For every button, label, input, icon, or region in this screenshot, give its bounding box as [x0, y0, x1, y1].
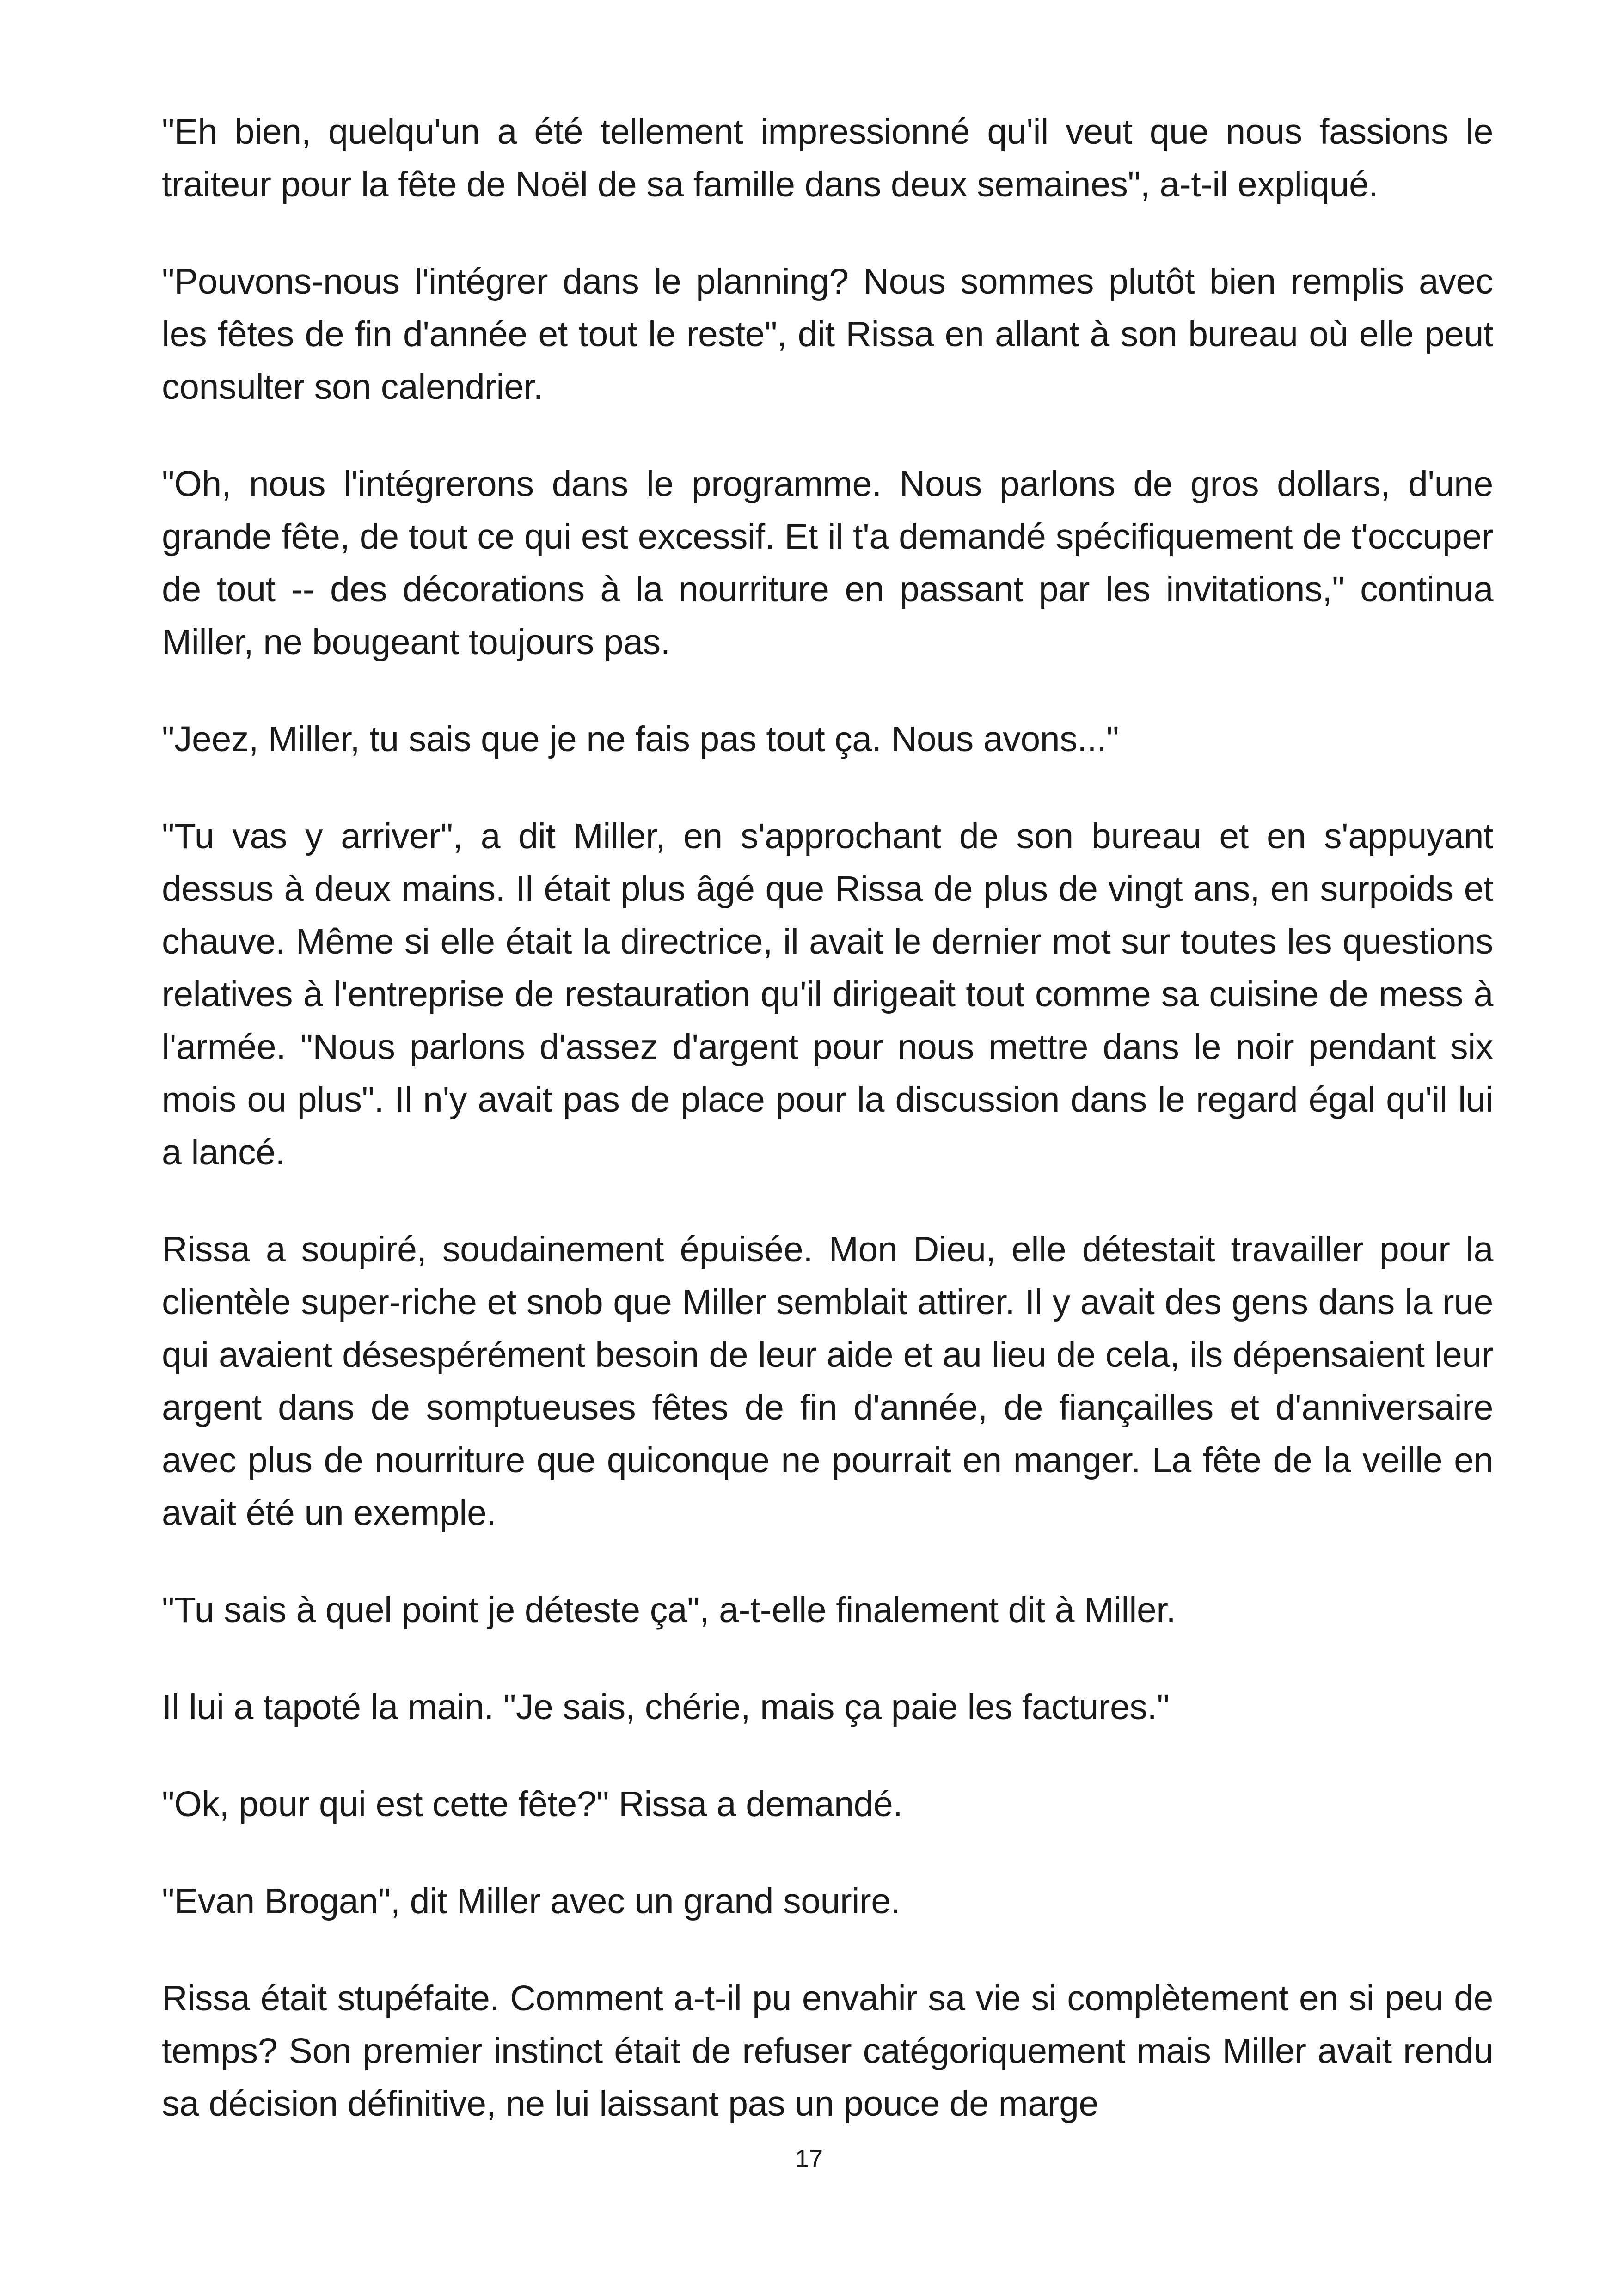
- paragraph-8: Il lui a tapoté la main. "Je sais, chérie, mais ça paie les factures.": [162, 1687, 1170, 1727]
- paragraph-6: Rissa a soupiré, soudainement épuisée. Mon Dieu, elle détestait travailler pour la clientèle super-riche et snob que Miller semblait attirer. Il y avait des gens dans la rue qui avaient désespérément besoin de leur aide et au lieu de cela, ils dépensaient leur argent dans de somptueuses fêtes de fin d'année, de fiançailles et d'anniversaire avec plus de nourriture que quiconque ne pourrait en manger. La fête de la veille en avait été un exemple.: [162, 1230, 1493, 1533]
- page-number: 17: [795, 2145, 823, 2173]
- paragraph-1: "Eh bien, quelqu'un a été tellement impressionné qu'il veut que nous fassions le traiteur pour la fête de Noël de sa famille dans deux semaines", a-t-il expliqué.: [162, 112, 1493, 204]
- paragraph-10: "Evan Brogan", dit Miller avec un grand sourire.: [162, 1881, 901, 1921]
- paragraph-2: "Pouvons-nous l'intégrer dans le planning? Nous sommes plutôt bien remplis avec les fêtes de fin d'année et tout le reste", dit Rissa en allant à son bureau où elle peut consulter son calendrier.: [162, 262, 1493, 407]
- paragraph-3: "Oh, nous l'intégrerons dans le programme. Nous parlons de gros dollars, d'une grande fête, de tout ce qui est excessif. Et il t'a demandé spécifiquement de t'occuper de tout -- des décorations à la nourriture en passant par les invitations," continua Miller, ne bougeant toujours pas.: [162, 464, 1493, 662]
- paragraph-11: Rissa était stupéfaite. Comment a-t-il pu envahir sa vie si complètement en si peu de temps? Son premier instinct était de refuser catégoriquement mais Miller avait rendu sa décision définitive, ne lui laissant pas un pouce de marge: [162, 1978, 1493, 2124]
- paragraph-9: "Ok, pour qui est cette fête?" Rissa a demandé.: [162, 1784, 903, 1824]
- paragraph-7: "Tu sais à quel point je déteste ça", a-t-elle finalement dit à Miller.: [162, 1590, 1176, 1630]
- paragraph-5: "Tu vas y arriver", a dit Miller, en s'approchant de son bureau et en s'appuyant dessus à deux mains. Il était plus âgé que Rissa de plus de vingt ans, en surpoids et chauve. Même si elle était la directrice, il avait le dernier mot sur toutes les questions relatives à l'entreprise de restauration qu'il dirigeait tout comme sa cuisine de mess à l'armée. "Nous parlons d'assez d'argent pour nous mettre dans le noir pendant six mois ou plus". Il n'y avait pas de place pour la discussion dans le regard égal qu'il lui a lancé.: [162, 816, 1493, 1172]
- page-body: [162, 105, 1493, 2174]
- paragraph-4: "Jeez, Miller, tu sais que je ne fais pas tout ça. Nous avons...": [162, 719, 1119, 759]
